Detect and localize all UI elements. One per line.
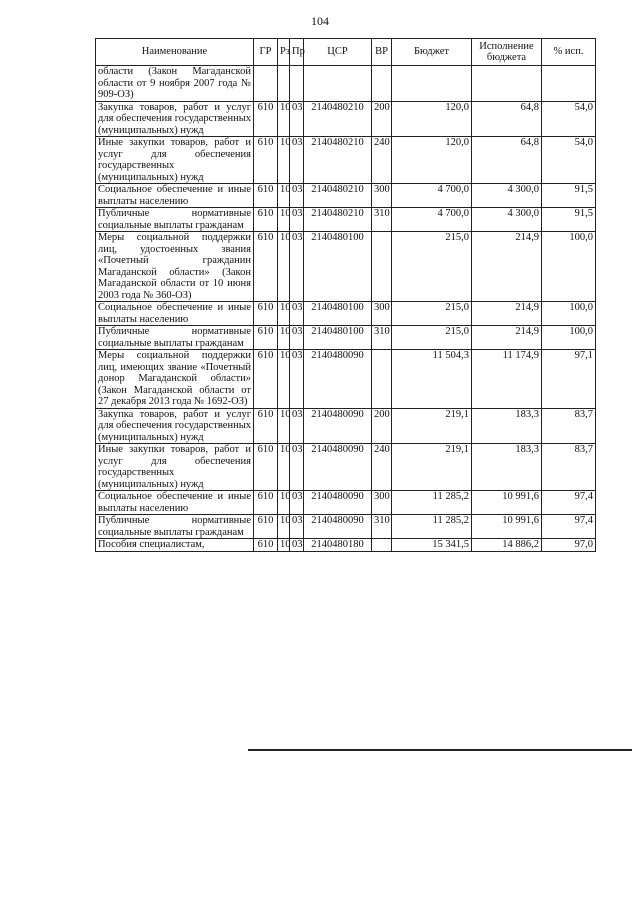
header-vr: ВР: [372, 39, 392, 66]
row-gr: 610: [254, 137, 278, 184]
row-csr: 2140480090: [304, 350, 372, 409]
row-rz: 10: [278, 232, 290, 302]
row-pr: [290, 66, 304, 102]
row-budget: 4 700,0: [392, 184, 472, 208]
row-budget: 120,0: [392, 137, 472, 184]
row-vr: 310: [372, 326, 392, 350]
row-pr: 03: [290, 515, 304, 539]
row-pr: 03: [290, 302, 304, 326]
row-percent: 54,0: [542, 137, 596, 184]
row-gr: 610: [254, 491, 278, 515]
row-pr: 03: [290, 232, 304, 302]
row-name: Социальное обеспечение и иные выплаты населению: [96, 491, 254, 515]
header-row: [96, 39, 596, 66]
row-percent: 97,4: [542, 515, 596, 539]
table-row: [96, 444, 596, 491]
row-execution: 183,3: [472, 444, 542, 491]
row-rz: [278, 66, 290, 102]
table-row: [96, 491, 596, 515]
row-execution: 214,9: [472, 326, 542, 350]
row-name: Закупка товаров, работ и услуг для обеспечения государственных (муниципальных) нужд: [96, 101, 254, 137]
row-gr: 610: [254, 184, 278, 208]
row-name: Меры социальной поддержки лиц, имеющих звание «Почетный донор Магаданской области» (Закон Магаданской области от 27 декабря 2013 года № 1692-ОЗ): [96, 350, 254, 409]
header-budget: Бюджет: [392, 39, 472, 66]
header-rz: Рз: [278, 39, 290, 66]
row-name: Социальное обеспечение и иные выплаты населению: [96, 302, 254, 326]
row-percent: 83,7: [542, 444, 596, 491]
row-vr: 240: [372, 444, 392, 491]
row-vr: 310: [372, 515, 392, 539]
row-gr: 610: [254, 515, 278, 539]
row-name: Публичные нормативные социальные выплаты гражданам: [96, 208, 254, 232]
row-gr: 610: [254, 350, 278, 409]
row-name: Меры социальной поддержки лиц, удостоенных звания «Почетный гражданин Магаданской области» (Закон Магаданской области от 10 июня 2003 года № 360-ОЗ): [96, 232, 254, 302]
row-rz: 10: [278, 137, 290, 184]
row-execution: 214,9: [472, 302, 542, 326]
row-percent: 97,1: [542, 350, 596, 409]
row-name: Пособия специалистам,: [96, 539, 254, 552]
row-pr: 03: [290, 101, 304, 137]
row-execution: 11 174,9: [472, 350, 542, 409]
row-csr: 2140480090: [304, 515, 372, 539]
row-execution: [472, 66, 542, 102]
table-row: [96, 137, 596, 184]
row-pr: 03: [290, 326, 304, 350]
row-percent: 97,4: [542, 491, 596, 515]
header-csr: ЦСР: [304, 39, 372, 66]
row-csr: 2140480210: [304, 101, 372, 137]
row-gr: 610: [254, 408, 278, 444]
row-vr: 300: [372, 302, 392, 326]
row-gr: [254, 66, 278, 102]
row-budget: 215,0: [392, 302, 472, 326]
row-budget: 215,0: [392, 232, 472, 302]
header-name: Наименование: [96, 39, 254, 66]
row-name: Закупка товаров, работ и услуг для обеспечения государственных (муниципальных) нужд: [96, 408, 254, 444]
row-pr: 03: [290, 208, 304, 232]
row-csr: 2140480100: [304, 302, 372, 326]
row-csr: 2140480100: [304, 232, 372, 302]
row-vr: 300: [372, 491, 392, 515]
row-percent: [542, 66, 596, 102]
row-percent: 100,0: [542, 232, 596, 302]
row-execution: 64,8: [472, 137, 542, 184]
row-gr: 610: [254, 444, 278, 491]
row-percent: 100,0: [542, 302, 596, 326]
row-rz: 10: [278, 515, 290, 539]
row-name: Публичные нормативные социальные выплаты гражданам: [96, 515, 254, 539]
row-rz: 10: [278, 326, 290, 350]
row-gr: 610: [254, 539, 278, 552]
row-csr: 2140480180: [304, 539, 372, 552]
row-name: Иные закупки товаров, работ и услуг для обеспечения государственных (муниципальных) нужд: [96, 137, 254, 184]
row-execution: 4 300,0: [472, 184, 542, 208]
row-execution: 4 300,0: [472, 208, 542, 232]
header-gr: ГР: [254, 39, 278, 66]
row-name: Иные закупки товаров, работ и услуг для обеспечения государственных (муниципальных) нужд: [96, 444, 254, 491]
row-execution: 214,9: [472, 232, 542, 302]
row-rz: 10: [278, 539, 290, 552]
row-percent: 97,0: [542, 539, 596, 552]
header-pr: Пр: [290, 39, 304, 66]
row-vr: [372, 232, 392, 302]
row-execution: 64,8: [472, 101, 542, 137]
row-csr: 2140480090: [304, 408, 372, 444]
row-percent: 100,0: [542, 326, 596, 350]
row-budget: 15 341,5: [392, 539, 472, 552]
row-execution: 14 886,2: [472, 539, 542, 552]
row-csr: 2140480210: [304, 184, 372, 208]
row-budget: 11 285,2: [392, 491, 472, 515]
row-budget: 11 285,2: [392, 515, 472, 539]
row-vr: [372, 350, 392, 409]
row-pr: 03: [290, 444, 304, 491]
row-percent: 91,5: [542, 208, 596, 232]
row-vr: 240: [372, 137, 392, 184]
row-rz: 10: [278, 350, 290, 409]
table-row: [96, 326, 596, 350]
row-vr: 200: [372, 408, 392, 444]
row-percent: 91,5: [542, 184, 596, 208]
row-pr: 03: [290, 350, 304, 409]
row-budget: 219,1: [392, 444, 472, 491]
row-budget: [392, 66, 472, 102]
table-row: [96, 184, 596, 208]
table-row: [96, 350, 596, 409]
row-percent: 54,0: [542, 101, 596, 137]
row-budget: 215,0: [392, 326, 472, 350]
row-budget: 11 504,3: [392, 350, 472, 409]
row-rz: 10: [278, 408, 290, 444]
row-rz: 10: [278, 184, 290, 208]
row-name: Социальное обеспечение и иные выплаты населению: [96, 184, 254, 208]
table-row: [96, 208, 596, 232]
row-csr: 2140480210: [304, 208, 372, 232]
row-percent: 83,7: [542, 408, 596, 444]
header-execution: Исполнение бюджета: [472, 39, 542, 66]
table-row: [96, 232, 596, 302]
row-pr: 03: [290, 491, 304, 515]
row-vr: 310: [372, 208, 392, 232]
row-gr: 610: [254, 302, 278, 326]
row-rz: 10: [278, 208, 290, 232]
row-vr: [372, 66, 392, 102]
row-pr: 03: [290, 408, 304, 444]
row-rz: 10: [278, 302, 290, 326]
row-gr: 610: [254, 326, 278, 350]
row-csr: [304, 66, 372, 102]
row-gr: 610: [254, 208, 278, 232]
row-rz: 10: [278, 444, 290, 491]
budget-table: [95, 38, 596, 552]
row-budget: 219,1: [392, 408, 472, 444]
row-execution: 10 991,6: [472, 491, 542, 515]
row-pr: 03: [290, 137, 304, 184]
page-number: 104: [311, 14, 329, 28]
table-row: [96, 302, 596, 326]
row-csr: 2140480210: [304, 137, 372, 184]
table-row: [96, 539, 596, 552]
table-row: [96, 101, 596, 137]
row-budget: 120,0: [392, 101, 472, 137]
row-rz: 10: [278, 491, 290, 515]
row-vr: [372, 539, 392, 552]
row-csr: 2140480090: [304, 491, 372, 515]
row-csr: 2140480090: [304, 444, 372, 491]
row-pr: 03: [290, 539, 304, 552]
row-budget: 4 700,0: [392, 208, 472, 232]
row-csr: 2140480100: [304, 326, 372, 350]
row-vr: 300: [372, 184, 392, 208]
table-row: [96, 515, 596, 539]
table-row: [96, 408, 596, 444]
row-execution: 183,3: [472, 408, 542, 444]
row-name: Публичные нормативные социальные выплаты гражданам: [96, 326, 254, 350]
row-vr: 200: [372, 101, 392, 137]
bottom-divider: [248, 749, 632, 751]
header-percent: % исп.: [542, 39, 596, 66]
row-gr: 610: [254, 101, 278, 137]
table-row: [96, 66, 596, 102]
row-gr: 610: [254, 232, 278, 302]
row-execution: 10 991,6: [472, 515, 542, 539]
row-pr: 03: [290, 184, 304, 208]
row-name: области (Закон Магаданской области от 9 ноября 2007 года № 909-ОЗ): [96, 66, 254, 102]
row-rz: 10: [278, 101, 290, 137]
